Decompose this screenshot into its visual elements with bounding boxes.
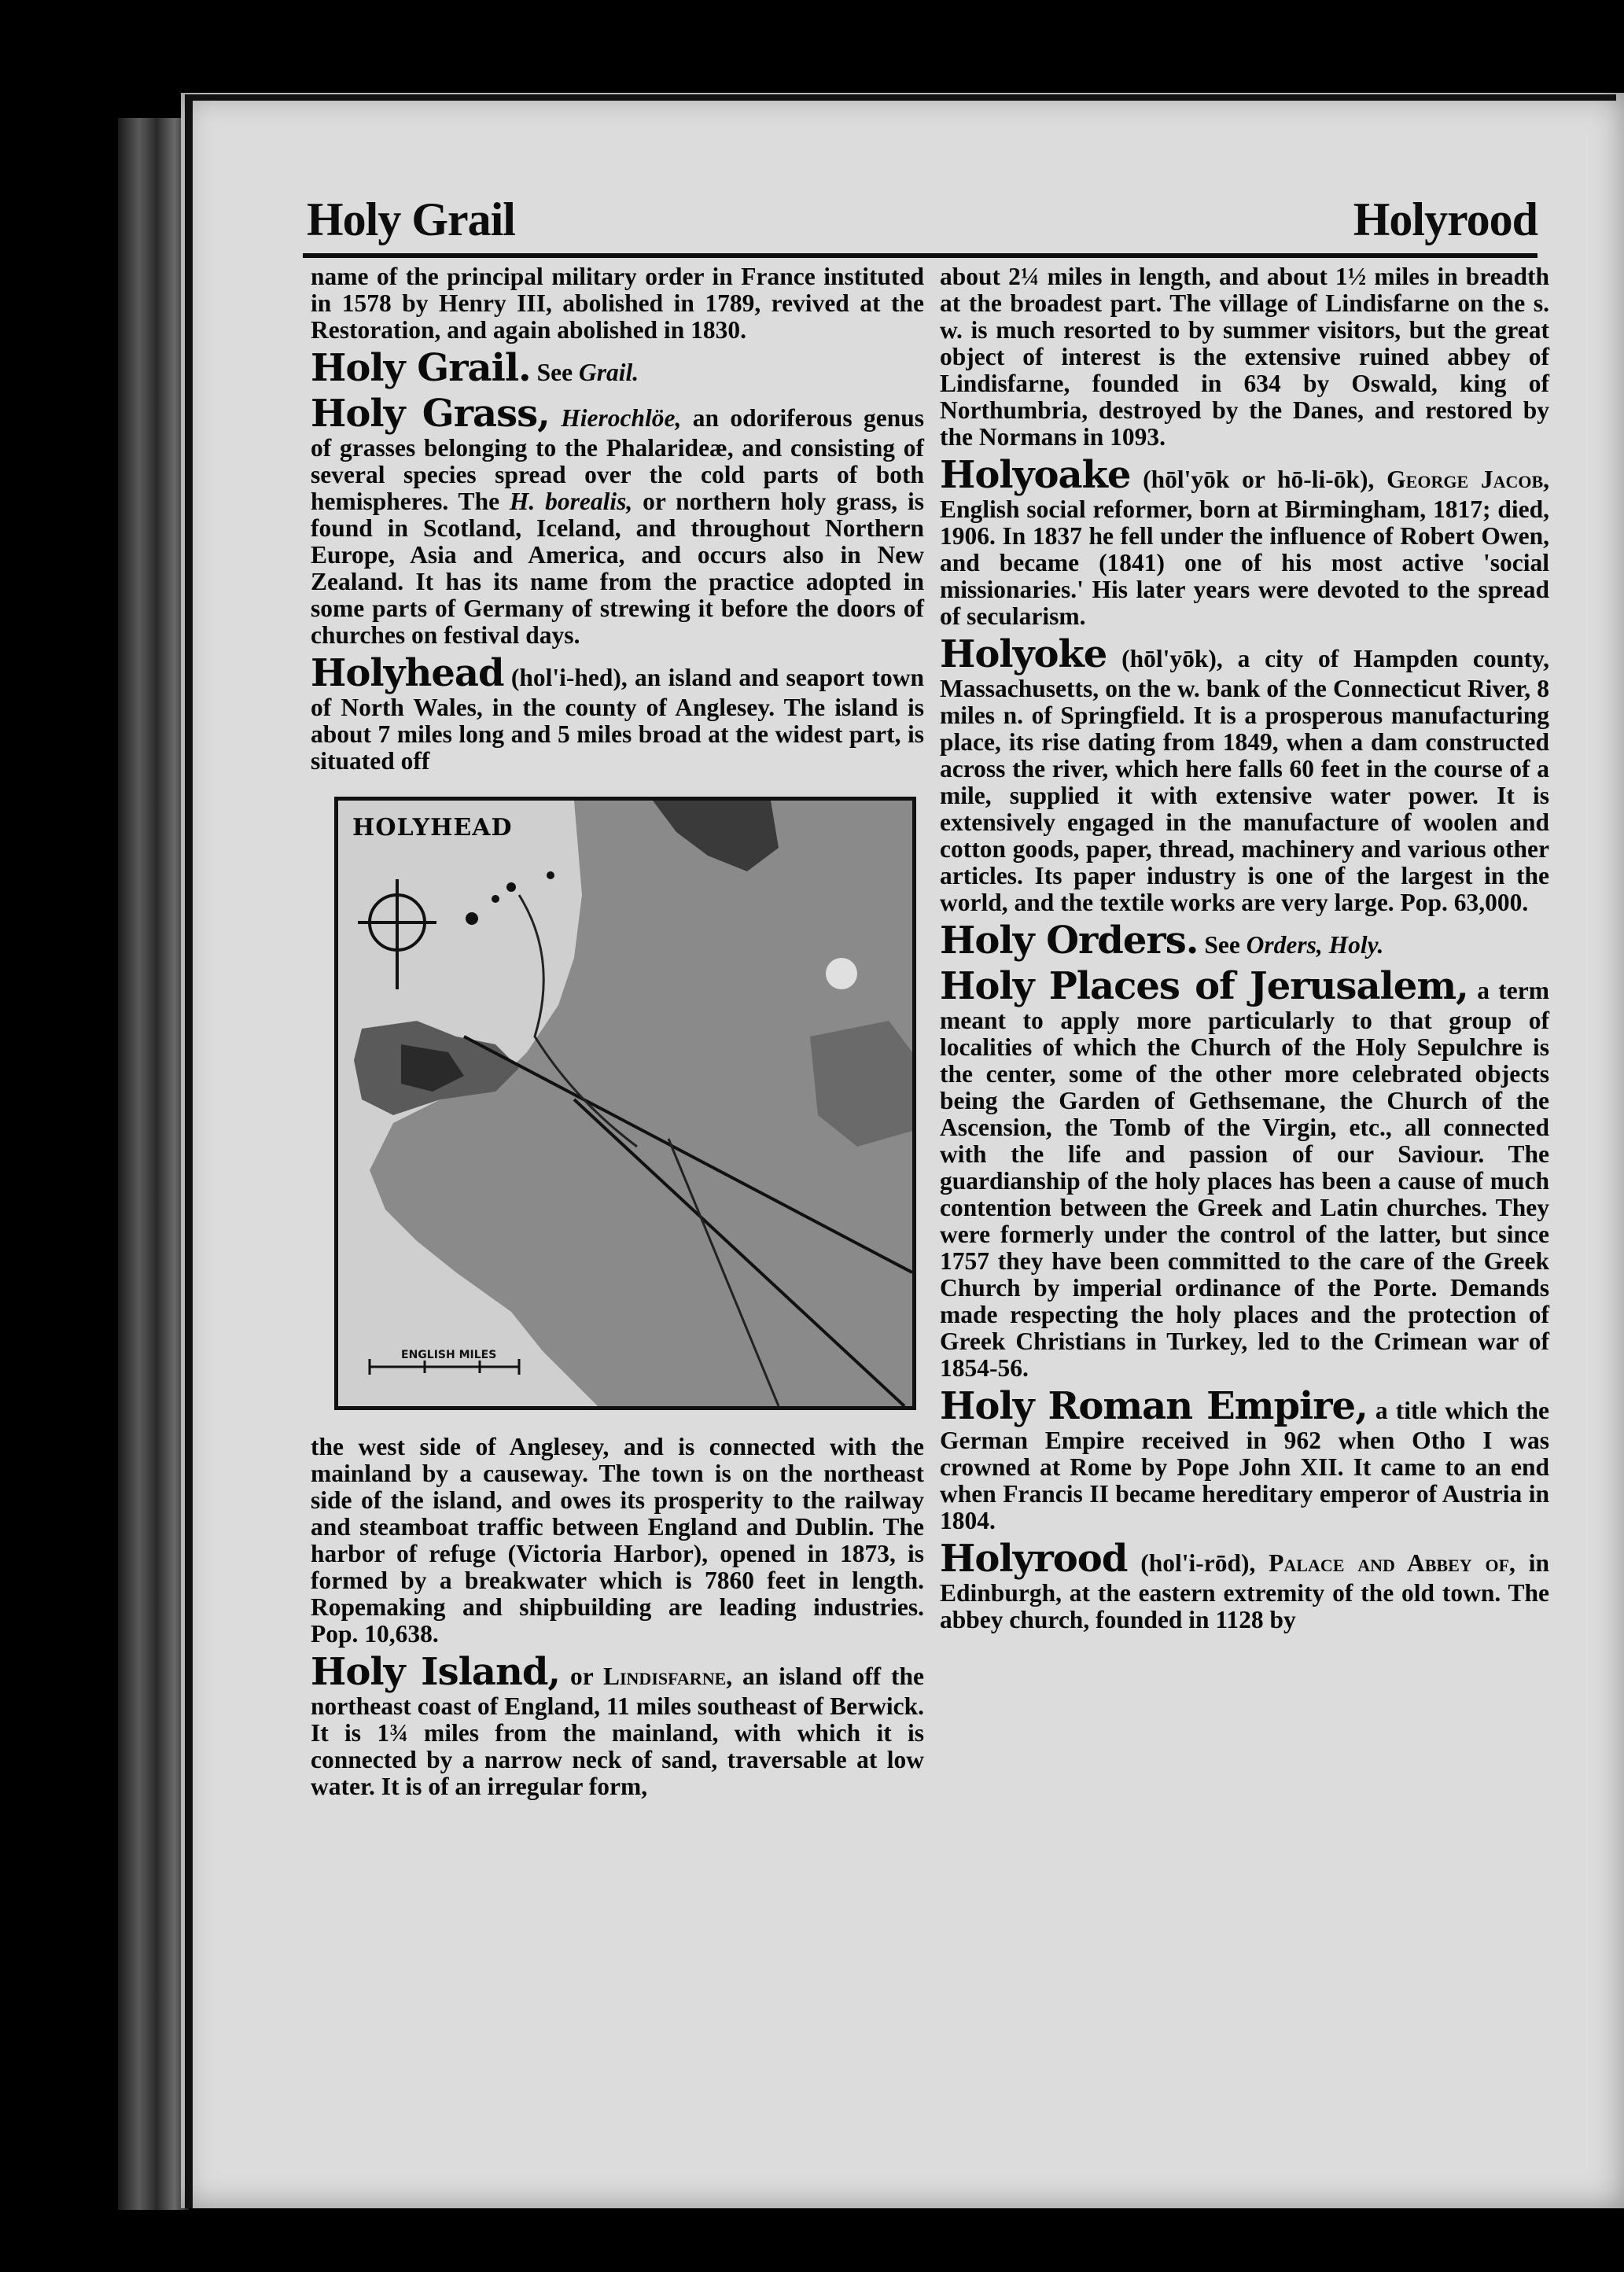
headword: Holy Grass, xyxy=(311,392,550,436)
headword: Holy Orders. xyxy=(940,919,1199,963)
headword: Holy Grail. xyxy=(311,346,531,390)
entry-text: in Edinburgh, at the eastern extremity of the old town. The abbey church, founded in 1128 by xyxy=(940,1549,1550,1633)
headword: Holyoke xyxy=(940,632,1107,676)
headword: Holyoake xyxy=(940,453,1131,497)
entry-holy-roman-empire xyxy=(940,1385,1549,1534)
running-head-left: Holy Grail xyxy=(307,193,515,245)
headword: Holy Places of Jerusalem, xyxy=(940,964,1468,1008)
pronunciation: (hōl'yōk or hō-li-ōk), xyxy=(1143,466,1375,493)
alternate-name: Palace and Abbey of, xyxy=(1269,1549,1515,1577)
pronunciation: (hol'i-rōd), xyxy=(1140,1549,1256,1577)
entry-text: a title which the German Empire received in 962 when Otho I was crowned at Rome by Pope John XII. It came to an end when Francis II became hereditary emperor of Austria in 1804. xyxy=(940,1397,1549,1534)
person-name: George Jacob, xyxy=(1386,466,1550,493)
entry-text: a city of Hampden county, Massachusetts, on the w. bank of the Connecticut River, 8 miles n. of Springfield. It is a prosperous manufacturing place, its rise dating from 1849, when a dam constructed across the river, which here falls 60 feet in the course of a mile, supplied it with extensive water power. It is extensively engaged in the manufacture of woolen and cotton goods, paper, thread, machinery and various other articles. Its paper industry is one of the largest in the world, and the textile works are very large. Pop. 63,000. xyxy=(940,645,1550,916)
entry-holyhead xyxy=(311,652,924,775)
entry-holy-island-continued: about 2¼ miles in length, and about 1½ miles in breadth at the broadest part. The village of Lindisfarne on the s. w. is much resorted to by summer visitors, but the great object of interest is the extensive ruined abbey of Lindisfarne, founded in 634 by Oswald, king of Northumbria, destroyed by the Danes, and restored by the Normans in 1093. xyxy=(940,263,1549,451)
alternate-name: Lindisfarne, xyxy=(602,1663,733,1690)
cross-reference: Grail. xyxy=(579,359,639,386)
book-edge xyxy=(118,118,189,2210)
entry-holy-island xyxy=(311,1651,924,1800)
entry-holyoake xyxy=(940,454,1549,630)
latin-name: H. borealis, xyxy=(509,488,633,515)
entry-text: or northern holy grass, is found in Scotland, Iceland, and throughout Northern Europe, Asia and America, and occurs also in New Zealand. It has its name from the practice adopted in some parts of Germany of strewing it before the doors of churches on festival days. xyxy=(311,488,924,649)
see-label: See xyxy=(1204,931,1240,959)
right-column xyxy=(940,263,1549,1637)
map-title: HOLYHEAD xyxy=(352,814,513,841)
headword: Holy Island, xyxy=(311,1650,561,1694)
map-graphic xyxy=(338,801,912,1406)
holyhead-map xyxy=(334,797,916,1410)
entry-text: a term meant to apply more particularly to that group of localities of which the Church of the Holy Sepulchre is the center, some of the other more celebrated objects being the Garden of Gethsemane, the Church of the Ascension, the Tomb of the Virgin, etc., all connected with the life and passion of our Saviour. The guardianship of the holy places has been a cause of much contention between the Greek and Latin churches. They were formerly under the control of the latter, but since 1757 they have been committed to the care of the Greek Church by imperial ordinance of the Porte. Demands made respecting the holy places and the protection of Greek Christians in Turkey, led to the Crimean war of 1854-56. xyxy=(940,977,1550,1382)
headword: Holy Roman Empire, xyxy=(940,1384,1368,1428)
header-rule xyxy=(303,253,1537,258)
entry-holy-grass xyxy=(311,392,924,649)
entry-holyoke xyxy=(940,633,1549,916)
continuation-text: name of the principal military order in France instituted in 1578 by Henry III, abolished in 1789, revived at the Restoration, and again abolished in 1830. xyxy=(311,263,924,344)
running-head-right: Holyrood xyxy=(1353,193,1537,245)
entry-holy-orders xyxy=(940,919,1549,962)
entry-text: an island and seaport town of North Wales, in the county of Anglesey. The island is about 7 miles long and 5 miles broad at the widest part, is situated off xyxy=(311,664,925,775)
cross-reference: Orders, Holy. xyxy=(1246,931,1384,959)
entry-text: English social reformer, born at Birmingham, 1817; died, 1906. In 1837 he fell under the influence of Robert Owen, and became (1841) one of his most active 'social missionaries.' His later years were devoted to the spread of secularism. xyxy=(940,495,1549,630)
headword: Holyhead xyxy=(311,651,504,695)
entry-holyhead-continued: the west side of Anglesey, and is connected with the mainland by a causeway. The town is on the northeast side of the island, and owes its prosperity to the railway and steamboat traffic between England and Dublin. The harbor of refuge (Victoria Harbor), opened in 1873, is formed by a breakwater which is 7860 feet in length. Ropemaking and shipbuilding are leading industries. Pop. 10,638. xyxy=(311,1433,924,1648)
latin-name: Hierochlöe, xyxy=(561,404,682,432)
left-column xyxy=(311,263,924,1803)
pronunciation: (hōl'yōk), xyxy=(1121,645,1223,672)
entry-text: an odoriferous genus of grasses belonging to the Phalarideæ, and consisting of several species spread over the cold parts of both hemispheres. The xyxy=(311,404,924,515)
entry-holyrood xyxy=(940,1537,1549,1633)
entry-holy-grail xyxy=(311,347,924,389)
entry-holy-places xyxy=(940,965,1549,1382)
pronunciation: (hol'i-hed), xyxy=(510,664,628,691)
entry-text: an island off the northeast coast of England, 11 miles southeast of Berwick. It is 1¾ miles from the mainland, with which it is connected by a narrow neck of sand, traversable at low water. It is of an irregular form, xyxy=(311,1663,924,1800)
compass-rose-icon xyxy=(358,879,436,989)
see-label: See xyxy=(536,359,573,386)
map-scale-label: ENGLISH MILES xyxy=(401,1349,497,1361)
headword: Holyrood xyxy=(940,1537,1128,1581)
or-label: or xyxy=(569,1663,594,1690)
